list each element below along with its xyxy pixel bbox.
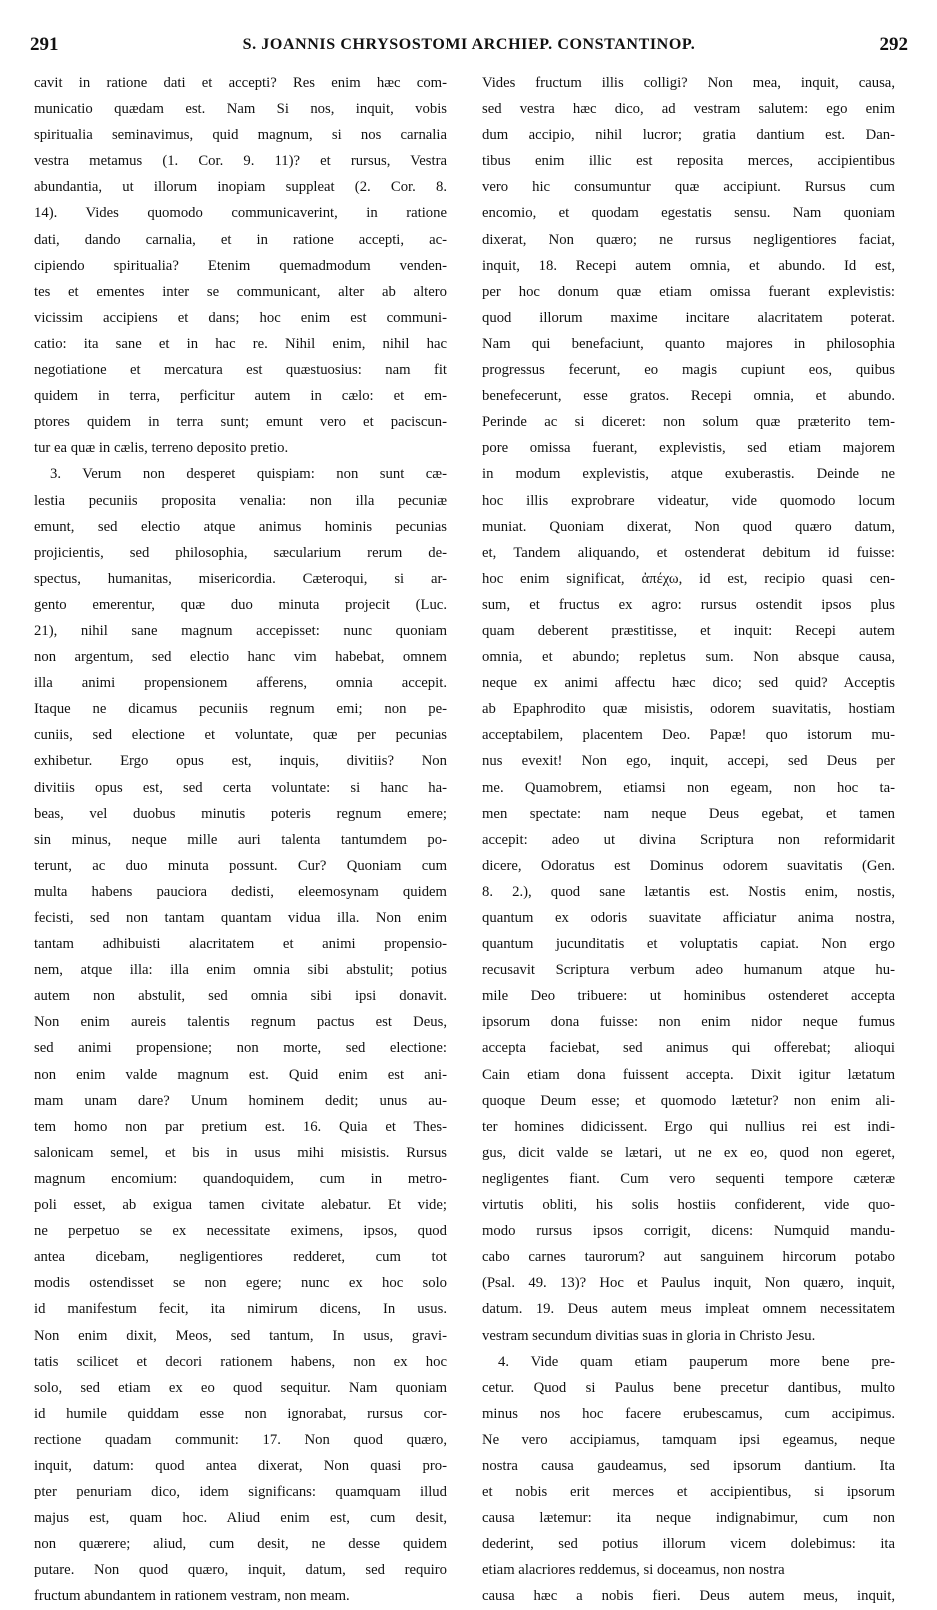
text-line: 8. 2.), quod sane lætantis est. Nostis enim, nostis, [482, 883, 895, 900]
right-text-column [482, 70, 895, 1610]
text-line: benefecerunt, esse gratos. Recepi omnia, et abundo. [482, 388, 895, 405]
text-line: pter penuriam dico, idem significans: quamquam illud [34, 1484, 447, 1501]
text-line: me. Quamobrem, etiamsi non egeam, non hoc ta- [482, 779, 895, 796]
text-line: inquit, 18. Recepi autem omnia, et abundo. Id est, [482, 257, 895, 274]
text-line: ab Epaphrodito quæ misistis, odorem suavitatis, hostiam [482, 701, 895, 718]
text-line: vero hic consumuntur quæ accipiunt. Rursus cum [482, 179, 895, 196]
text-line: mam unam dare? Unum hominem dedit; unus au- [34, 1092, 447, 1109]
text-line: dederint, sed potius illorum vicem dolebimus: ita [482, 1536, 895, 1553]
text-line: nus evexit! Non ego, inquit, accepi, sed Deus per [482, 753, 895, 770]
text-line: cuniis, sed electione et voluntate, quæ per pecunias [34, 727, 447, 744]
text-line: (Psal. 49. 13)? Hoc et Paulus inquit, Non quæro, inquit, [482, 1275, 895, 1292]
text-line: vestra metamus (1. Cor. 9. 11)? et rursus, Vestra [34, 153, 447, 170]
text-line: neque ex animi affectu hæc dico; sed quid? Acceptis [482, 675, 895, 692]
left-text-column [34, 70, 447, 1610]
text-line: sed animi propensione; non morte, sed electione: [34, 1040, 447, 1057]
text-line: non argentum, sed electio hanc vim habebat, omnem [34, 649, 447, 666]
text-line: abundantia, ut illorum inopiam suppleat (2. Cor. 8. [34, 179, 447, 196]
text-line: gento emerentur, quæ duo minuta projecit (Luc. [34, 596, 447, 613]
text-line: quoque Deum esse; et quomodo lætetur? non enim ali- [482, 1092, 895, 1109]
text-line: sin minus, neque mille auri talenta tantumdem po- [34, 831, 447, 848]
text-line: tes et ementes inter se communicant, alter ab altero [34, 283, 447, 300]
text-line: vestram secundum divitias suas in gloria in Christo Jesu. [482, 1327, 816, 1344]
text-line: rectione quadam communit: 17. Non quod quæro, [34, 1431, 447, 1448]
text-line: recusavit Scriptura verbum adeo humanum atque hu- [482, 962, 895, 979]
text-line: projicientis, sed philosophia, sæcularium rerum de- [34, 544, 447, 561]
left-page-number: 291 [30, 34, 59, 55]
text-line: 14). Vides quomodo communicaverint, in ratione [34, 205, 447, 222]
text-line: tibus enim illic est reposita merces, accipientibus [482, 153, 895, 170]
text-line: spectus, humanitas, misericordia. Cæteroqui, si ar- [34, 570, 447, 587]
text-line: quantum jucunditatis et voluptatis capiat. Non ergo [482, 936, 895, 953]
text-line: solo, sed etiam ex eo quod sequitur. Nam quoniam [34, 1379, 447, 1396]
text-line: cetur. Quod si Paulus bene precetur dantibus, multo [482, 1379, 895, 1396]
text-line: multa habens pauciora dedisti, eleemosynam quidem [34, 883, 447, 900]
text-line: vicissim accipiens et dans; hoc enim est communi- [34, 309, 447, 326]
text-line: Vides fructum illis colligi? Non mea, inquit, causa, [482, 75, 895, 91]
text-line: fecisti, sed non tantam quantam vidua illa. Non enim [34, 910, 447, 926]
text-line: cavit in ratione dati et accepti? Res enim hæc com- [34, 75, 447, 91]
text-line: modis ostendisset se non egere; nunc ex hoc solo [34, 1275, 447, 1292]
text-line: poli esset, ab exigua tamen civitate alebatur. Et vide; [34, 1197, 447, 1214]
text-line: pore omissa fuerant, explevistis, sed etiam majorem [482, 440, 895, 457]
text-line: mile Deo tribuere: ut hominibus ostenderet accepta [482, 988, 895, 1005]
text-line: 4. Vide quam etiam pauperum more bene pre- [498, 1353, 895, 1370]
text-line: Nam qui benefaciunt, quanto majores in philosophia [482, 335, 895, 352]
text-line: Cain etiam dona fuissent accepta. Dixit igitur lætatum [482, 1066, 895, 1083]
text-line: dati, dando carnalia, et in ratione accepti, ac- [34, 231, 447, 248]
text-line: tatis scilicet et decori rationem habens, non ex hoc [34, 1353, 447, 1370]
text-line: spiritualia seminavimus, quid magnum, si nos carnalia [34, 127, 447, 144]
text-line: dum accipio, nihil lucror; gratia dantium est. Dan- [482, 127, 895, 144]
text-line: etiam alacriores reddemus, si doceamus, non nostra [482, 1562, 785, 1579]
text-line: catio: ita sane et in hac re. Nihil enim, nihil hac [34, 335, 447, 352]
text-line: emunt, sed electio atque animus hominis pecunias [34, 518, 447, 535]
text-line: muniat. Quoniam dixerat, Non quod quæro datum, [482, 518, 895, 535]
text-line: hoc enim significat, ἀπέχω, id est, recipio quasi cen- [482, 570, 895, 587]
text-line: cabo carnes taurorum? aut sanguinem hircorum potabo [482, 1249, 895, 1266]
text-line: lestia pecuniis proposita venalia: non illa pecuniæ [34, 492, 447, 509]
text-line: quam deberent præstitisse, et inquit: Recepi autem [482, 622, 895, 639]
text-line: sum, et fructus ex agro: rursus ostendit ipsos plus [482, 596, 895, 613]
text-line: sed vestra hæc dico, ad vestram salutem: ego enim [482, 101, 895, 118]
text-line: majus est, quam hoc. Aliud enim est, cum desit, [34, 1510, 447, 1527]
text-line: virtutis obliti, his solis hostiis confiderent, vide quo- [482, 1197, 895, 1214]
text-line: 3. Verum non desperet quispiam: non sunt cæ- [50, 466, 447, 483]
text-line: tantam adhibuisti alacritatem et animi propensio- [34, 936, 447, 953]
text-line: putare. Non quod quæro, inquit, datum, sed requiro [34, 1562, 447, 1579]
text-line: gus, dicit valde se lætari, ut ne ex eo, quod non egeret, [482, 1144, 895, 1161]
text-line: nem, atque illa: illa enim omnia sibi abstulit; potius [34, 962, 447, 979]
text-line: omnia, et abundo; repletus sum. Non absque causa, [482, 649, 895, 666]
text-line: Non enim dixit, Meos, sed tantum, In usus, gravi- [34, 1327, 447, 1344]
right-page-number: 292 [879, 34, 908, 55]
text-line: divitiis opus est, sed certa voluntate: si hanc ha- [34, 779, 447, 796]
text-line: acceptabilem, placentem Deo. Papæ! quo istorum mu- [482, 727, 895, 744]
text-line: illa animi propensionem afferens, omnia accepit. [34, 675, 447, 692]
text-line: causa lætemur: ita neque indignabimur, cum non [482, 1510, 895, 1527]
text-line: fructum abundantem in rationem vestram, non meam. [34, 1588, 350, 1605]
text-line: ptores quidem in terra sunt; emunt vero et paciscun- [34, 414, 447, 431]
text-line: dixerat, Non quæro; ne rursus negligentiores faciat, [482, 231, 895, 248]
text-line: exhibetur. Ergo opus est, inquis, divitiis? Non [34, 753, 447, 770]
text-line: et, Tandem aliquando, et ostenderat debitum id fuisse: [482, 544, 895, 561]
text-line: dicere, Odoratus est Dominus odorem suavitatis (Gen. [482, 857, 895, 874]
text-line: id humile quiddam esse non ignorabat, rursus cor- [34, 1405, 447, 1422]
text-line: causa hæc a nobis fieri. Deus autem meus, inquit, [482, 1588, 895, 1605]
text-line: antea dicebam, negligentiores redderet, cum tot [34, 1249, 447, 1266]
text-line: encomio, et quodam egestatis sensu. Nam quoniam [482, 205, 895, 222]
text-line: quod illorum maxime incitare alacritatem poterat. [482, 309, 895, 326]
text-line: municatio quædam est. Nam Si nos, inquit, vobis [34, 101, 447, 118]
text-line: salonicam semel, et bis in usus mihi misistis. Rursus [34, 1144, 447, 1161]
text-line: tur ea quæ in cælis, terreno deposito pretio. [34, 440, 289, 457]
text-line: cipiendo spiritualia? Etenim quemadmodum venden- [34, 257, 447, 274]
text-line: inquit, datum: quod antea dixerat, Non quasi pro- [34, 1457, 447, 1474]
text-line: 21), nihil sane magnum accepisset: nunc quoniam [34, 622, 447, 639]
text-line: tem homo non par pretium est. 16. Quia et Thes- [34, 1118, 447, 1135]
text-line: accepit: adeo ut divina Scriptura non reformidarit [482, 831, 895, 848]
text-line: non enim valde magnum est. Quid enim est ani- [34, 1066, 447, 1083]
text-line: accepta faciebat, sed animus qui offerebat; alioqui [482, 1040, 895, 1057]
text-line: datum. 19. Deus autem meus impleat omnem necessitatem [482, 1301, 895, 1318]
text-line: beas, vel duobus minutis poteris regnum emere; [34, 805, 447, 822]
text-line: nostra causa gaudeamus, sed ipsorum dantium. Ita [482, 1457, 895, 1474]
text-line: Ne vero accipiamus, tamquam ipsi egeamus, neque [482, 1431, 895, 1448]
text-line: in modum explevistis, atque exuberastis. Deinde ne [482, 466, 895, 483]
text-line: hoc illis exprobrare videatur, vide quomodo locum [482, 492, 895, 509]
text-line: quidem in terra, perficitur autem in cælo: et em- [34, 388, 447, 405]
text-line: Perinde ac si diceret: non solum quæ præterito tem- [482, 414, 895, 431]
text-line: non quærere; aliud, cum desit, ne desse quidem [34, 1536, 447, 1553]
text-line: Itaque ne dicamus pecuniis regnum emi; non pe- [34, 701, 447, 718]
text-line: et nobis erit merces et accipientibus, si ipsorum [482, 1484, 895, 1501]
text-line: progressus fecerunt, eo magis cupiunt eos, quibus [482, 362, 895, 379]
text-line: terunt, ac duo minuta possunt. Cur? Quoniam cum [34, 857, 447, 874]
text-line: quantum ex odoris suavitate afficiatur anima nostra, [482, 910, 895, 926]
header-title: S. JOANNIS CHRYSOSTOMI ARCHIEP. CONSTANTINOP. [242, 36, 696, 53]
text-line: Non enim aureis talentis regnum pactus est Deus, [34, 1014, 447, 1031]
text-line: minus nos hoc facere erubescamus, cum accipimus. [482, 1405, 895, 1422]
text-line: ipsorum dona fuisse: non enim nidor neque fumus [482, 1014, 895, 1031]
text-line: men spectate: nam neque Deus egebat, et tamen [482, 805, 895, 822]
text-line: ter homines didicissent. Ergo qui nullius rei est indi- [482, 1118, 895, 1135]
text-line: magnum encomium: quandoquidem, cum in metro- [34, 1170, 447, 1187]
text-line: per hoc donum quæ etiam omissa fuerant explevistis: [482, 283, 895, 300]
text-line: modo rursus ipsos corrigit, dicens: Numquid mandu- [482, 1223, 895, 1240]
running-header [30, 34, 908, 62]
text-line: negotiatione et mercatura est quæstuosius: nam fit [34, 362, 447, 379]
text-line: negligentes fiant. Cum vero sequenti tempore cæteræ [482, 1170, 895, 1187]
text-line: autem non abstulit, sed omnia sibi ipsi donavit. [34, 988, 447, 1005]
text-line: ne perpetuo se ex necessitate eximens, ipsos, quod [34, 1223, 447, 1240]
text-line: id manifestum fecit, ita nimirum dicens, In usus. [34, 1301, 447, 1318]
